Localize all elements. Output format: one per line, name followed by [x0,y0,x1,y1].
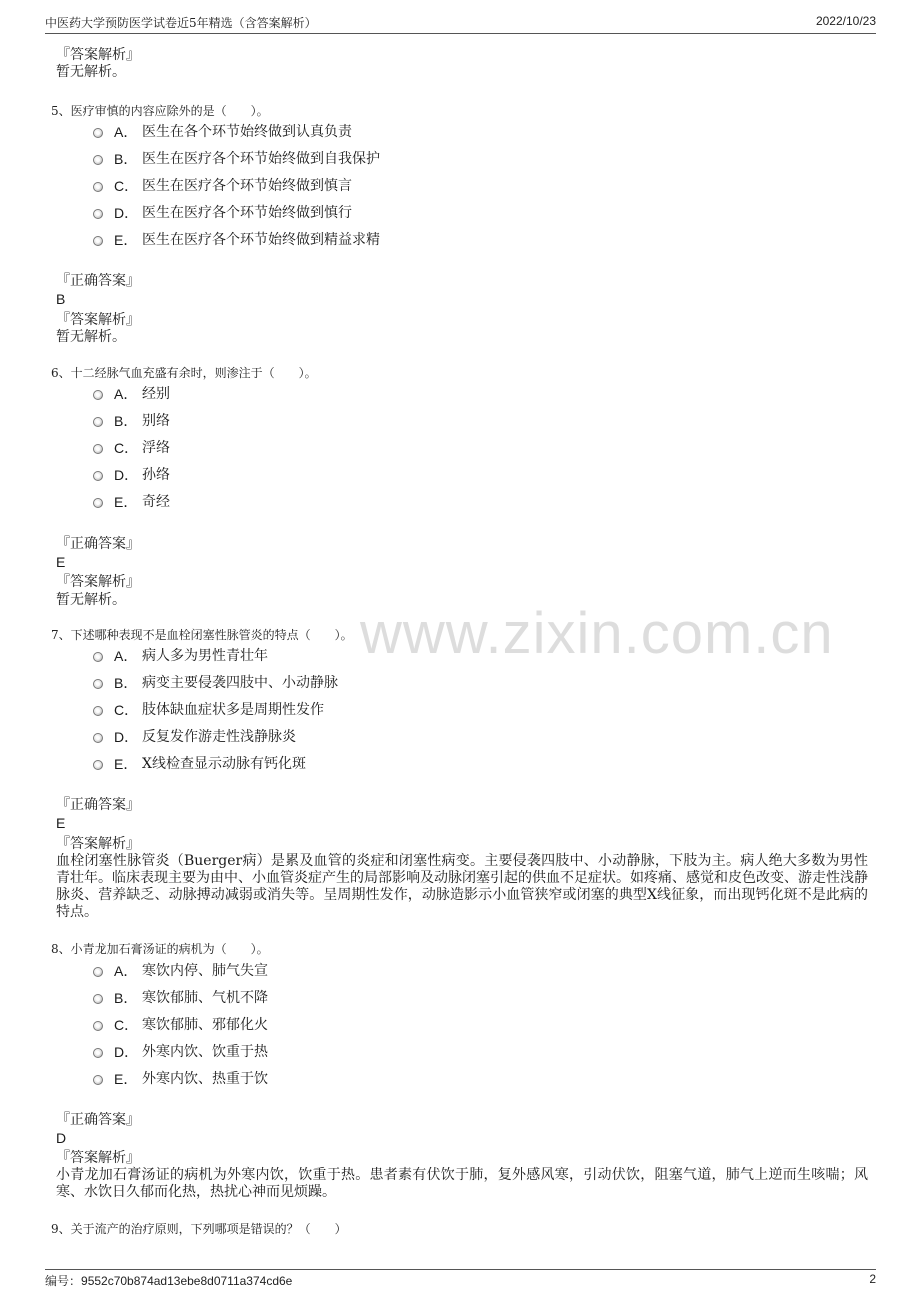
analysis-text: 暂无解析。 [56,329,126,345]
document-code-label: 编号： [45,1274,82,1288]
document-title: 中医药大学预防医学试卷近5年精选（含答案解析） [45,16,317,30]
option-letter: A． [114,386,138,402]
question-number: 7、 [51,628,71,642]
radio-button-icon[interactable] [93,733,103,743]
answer-value: B [56,291,66,307]
option-text: 医生在医疗各个环节始终做到慎行 [142,205,352,221]
radio-button-icon[interactable] [93,236,103,246]
radio-button-icon[interactable] [93,652,103,662]
analysis-text: 暂无解析。 [56,592,126,608]
option-text: X线检查显示动脉有钙化斑 [142,756,306,772]
radio-button-icon[interactable] [93,1021,103,1031]
radio-button-icon[interactable] [93,182,103,192]
option-text: 浮络 [142,440,170,456]
radio-button-icon[interactable] [93,390,103,400]
radio-button-icon[interactable] [93,760,103,770]
option-text: 医生在各个环节始终做到认真负责 [142,124,352,140]
question-number: 8、 [51,942,71,956]
option-letter: B． [114,413,138,429]
page-number: 2 [869,1272,876,1286]
option-letter: C． [114,440,139,456]
option-letter: B． [114,990,138,1006]
question-number: 6、 [51,366,71,380]
option-text: 外寒内饮、热重于饮 [142,1071,268,1087]
question-stem: 小青龙加石膏汤证的病机为（ ）。 [70,942,269,956]
option-letter: E． [114,756,138,772]
option-text: 寒饮郁肺、气机不降 [142,990,268,1006]
analysis-text: 暂无解析。 [56,64,126,80]
document-code [45,1272,292,1289]
answer-value: E [56,554,66,570]
question-8 [51,941,269,957]
radio-button-icon[interactable] [93,128,103,138]
option-text: 医生在医疗各个环节始终做到慎言 [142,178,352,194]
radio-button-icon[interactable] [93,471,103,481]
radio-button-icon[interactable] [93,994,103,1004]
option-letter: A． [114,963,138,979]
analysis-label: 『答案解析』 [56,312,140,328]
radio-button-icon[interactable] [93,1075,103,1085]
option-letter: E． [114,232,138,248]
analysis-label: 『答案解析』 [56,574,140,590]
radio-button-icon[interactable] [93,967,103,977]
radio-button-icon[interactable] [93,1048,103,1058]
question-6 [51,365,317,381]
answer-value: E [56,815,66,831]
option-letter: E． [114,494,138,510]
option-text: 寒饮内停、肺气失宣 [142,963,268,979]
option-letter: E． [114,1071,138,1087]
option-letter: B． [114,675,138,691]
option-text: 医生在医疗各个环节始终做到精益求精 [142,232,380,248]
analysis-label: 『答案解析』 [56,836,140,852]
answer-label: 『正确答案』 [56,797,140,813]
document-date: 2022/10/23 [815,14,876,28]
document-code-value: 9552c70b874ad13ebe8d0711a374cd6e [81,1274,293,1288]
option-letter: D． [114,467,139,483]
option-text: 寒饮郁肺、邪郁化火 [142,1017,268,1033]
radio-button-icon[interactable] [93,209,103,219]
option-letter: C． [114,178,139,194]
option-text: 病变主要侵袭四肢中、小动静脉 [142,675,338,691]
option-letter: B． [114,151,138,167]
option-text: 医生在医疗各个环节始终做到自我保护 [142,151,380,167]
question-5 [51,103,269,119]
analysis-text: 小青龙加石膏汤证的病机为外寒内饮，饮重于热。患者素有伏饮于肺，复外感风寒，引动伏饮，阻塞气道，肺气上逆而生咳喘；风寒、水饮日久郁而化热，热扰心神而见烦躁。 [56,1167,868,1200]
option-text: 别络 [142,413,170,429]
question-7 [51,627,353,643]
option-letter: D． [114,205,139,221]
footer-divider [45,1269,876,1270]
option-letter: C． [114,1017,139,1033]
header-divider [45,33,876,34]
analysis-label: 『答案解析』 [56,47,140,63]
radio-button-icon[interactable] [93,417,103,427]
analysis-text: 血栓闭塞性脉管炎（Buerger病）是累及血管的炎症和闭塞性病变。主要侵袭四肢中、小动静脉，下肢为主。病人绝大多数为男性青壮年。临床表现主要为由中、小血管炎症产生的局部影响及动脉闭塞引起的供血不足症状。如疼痛、感觉和皮色改变、游走性浅静脉炎、营养缺乏、动脉搏动减弱或消失等。呈周期性发作，动脉造影示小血管狭窄或闭塞的典型X线征象，而出现钙化斑不是此病的特点。 [56,853,868,920]
radio-button-icon[interactable] [93,498,103,508]
answer-label: 『正确答案』 [56,1112,140,1128]
option-text: 孙络 [142,467,170,483]
option-text: 肢体缺血症状多是周期性发作 [142,702,324,718]
answer-label: 『正确答案』 [56,273,140,289]
question-number: 9、 [51,1222,71,1236]
radio-button-icon[interactable] [93,444,103,454]
radio-button-icon[interactable] [93,155,103,165]
question-stem: 关于流产的治疗原则，下列哪项是错误的？（ ） [70,1222,347,1236]
option-text: 外寒内饮、饮重于热 [142,1044,268,1060]
radio-button-icon[interactable] [93,706,103,716]
question-stem: 下述哪种表现不是血栓闭塞性脉管炎的特点（ ）。 [70,628,353,642]
option-letter: A． [114,648,138,664]
question-9 [51,1221,347,1237]
option-letter: A． [114,124,138,140]
question-number: 5、 [51,104,71,118]
answer-value: D [56,1130,67,1146]
radio-button-icon[interactable] [93,679,103,689]
question-stem: 医疗审慎的内容应除外的是（ ）。 [70,104,269,118]
option-letter: C． [114,702,139,718]
answer-label: 『正确答案』 [56,536,140,552]
analysis-label: 『答案解析』 [56,1150,140,1166]
option-text: 奇经 [142,494,170,510]
watermark: www.zixin.com.cn [360,601,834,666]
option-text: 病人多为男性青壮年 [142,648,268,664]
option-letter: D． [114,1044,139,1060]
question-stem: 十二经脉气血充盛有余时，则渗注于（ ）。 [70,366,317,380]
option-text: 经别 [142,386,170,402]
option-letter: D． [114,729,139,745]
option-text: 反复发作游走性浅静脉炎 [142,729,296,745]
